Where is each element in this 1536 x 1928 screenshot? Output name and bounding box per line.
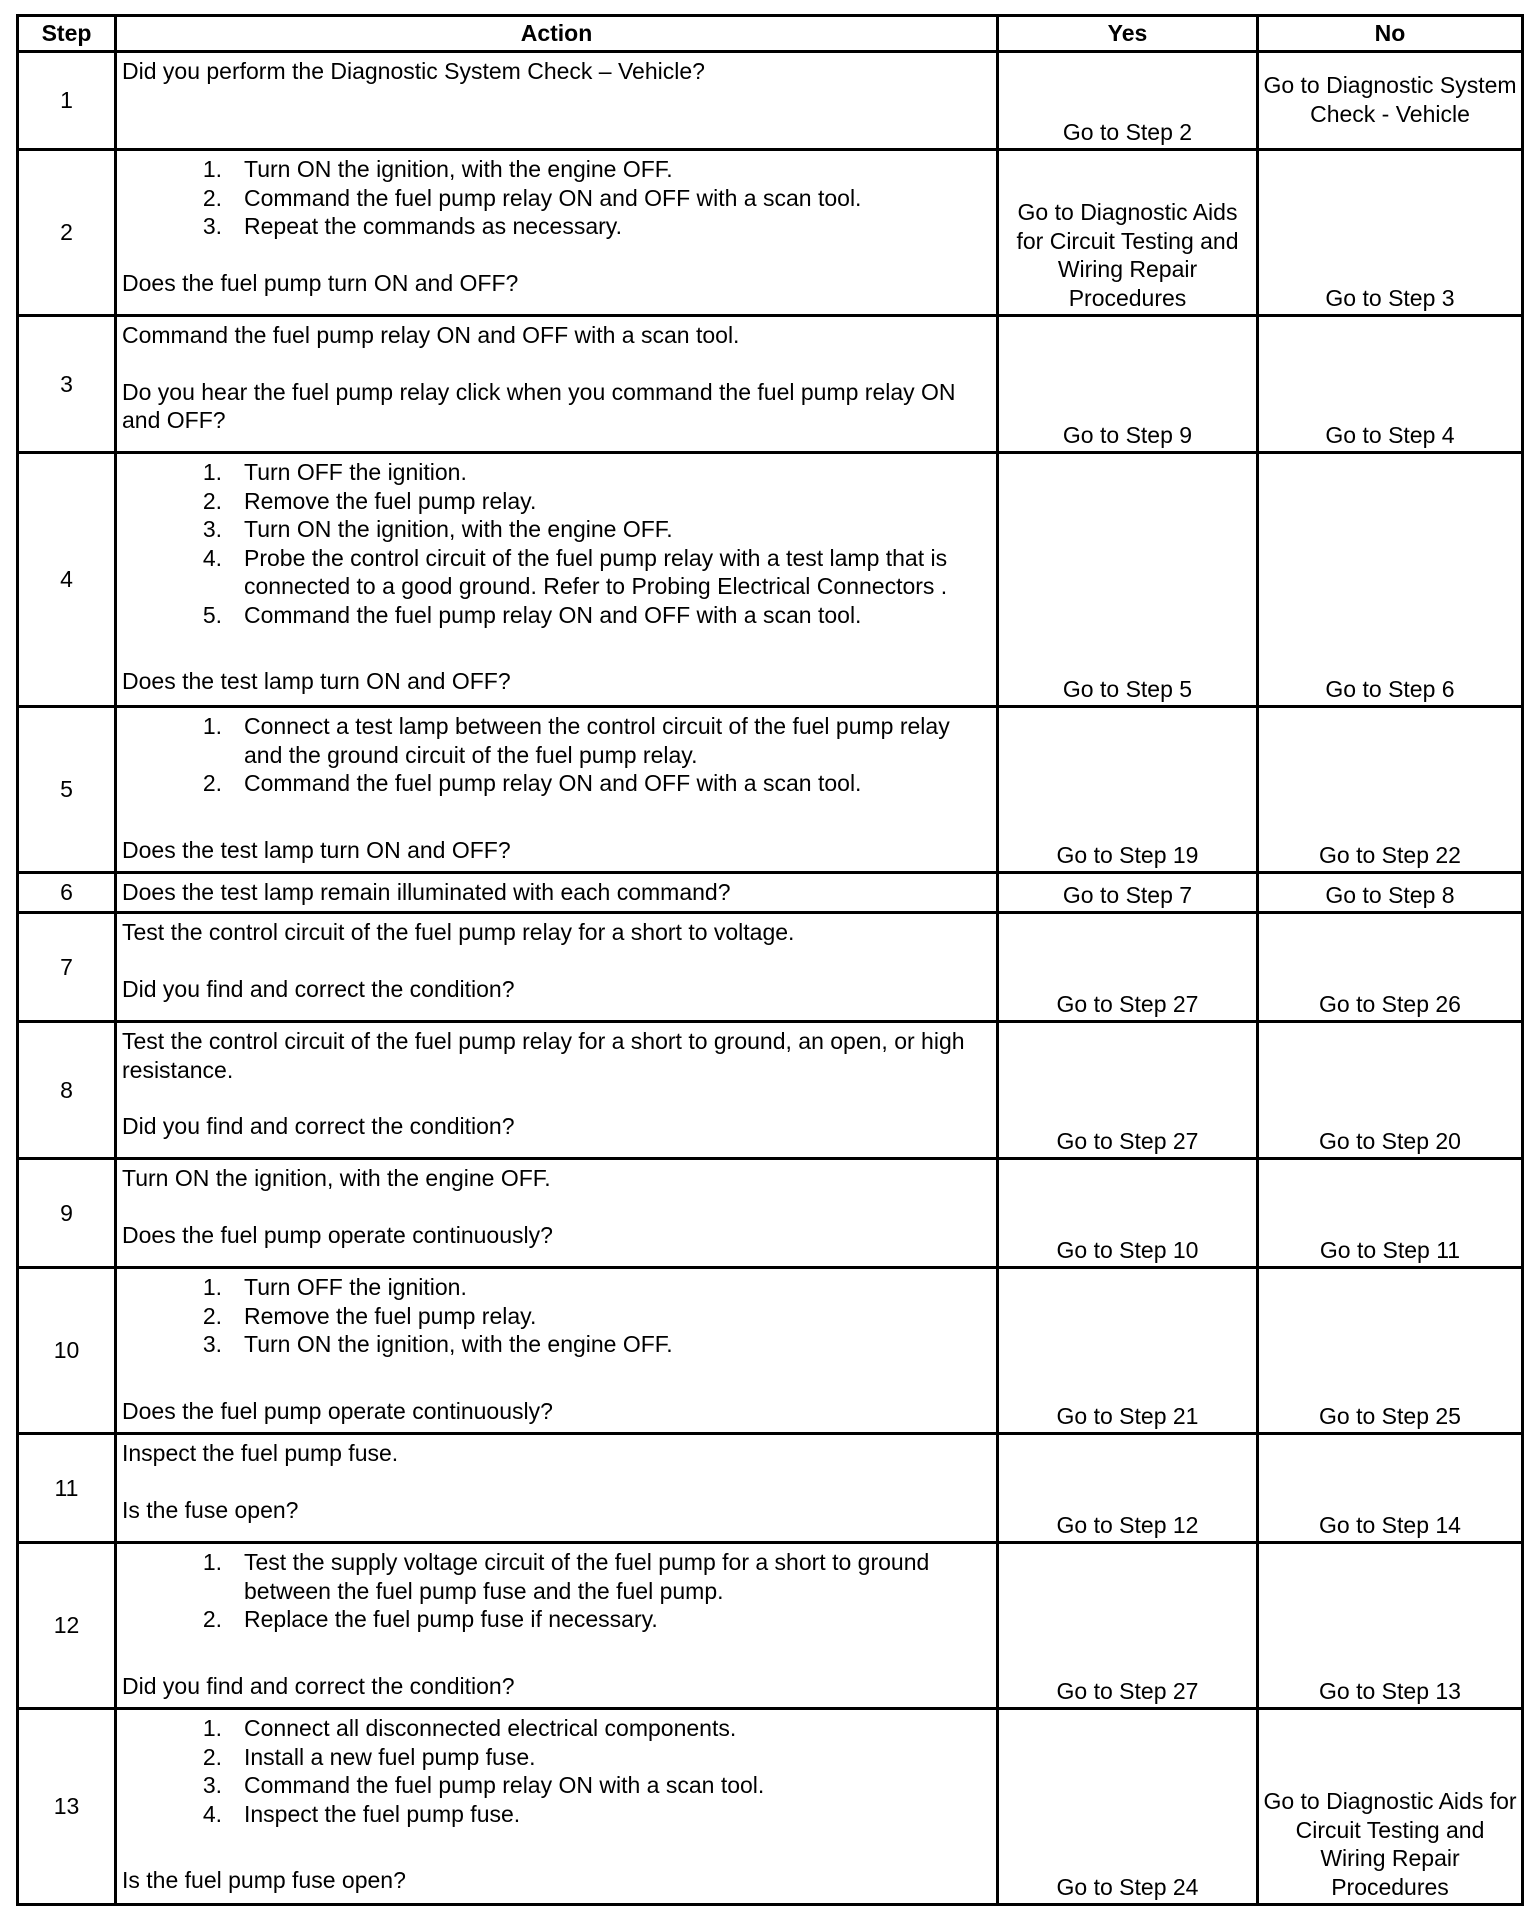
step-number: 5 xyxy=(18,707,116,873)
yes-cell: Go to Step 24 xyxy=(998,1709,1258,1905)
yes-cell: Go to Step 27 xyxy=(998,1543,1258,1709)
yes-cell: Go to Step 21 xyxy=(998,1268,1258,1434)
list-item: 3. Turn ON the ignition, with the engine OFF. xyxy=(202,516,673,542)
action-cell xyxy=(116,913,998,1022)
list-item: 2. Replace the fuel pump fuse if necessary. xyxy=(202,1606,658,1632)
action-intro: Test the control circuit of the fuel pump relay for a short to voltage. xyxy=(122,919,795,945)
no-cell: Go to Step 6 xyxy=(1258,453,1523,707)
step-number: 9 xyxy=(18,1159,116,1268)
list-item: 3. Repeat the commands as necessary. xyxy=(202,213,622,239)
step-number: 10 xyxy=(18,1268,116,1434)
action-cell xyxy=(116,1159,998,1268)
list-item: 1. Connect a test lamp between the control circuit of the fuel pump relay and the ground circuit of the fuel pump relay. xyxy=(202,713,950,768)
no-cell: Go to Diagnostic System Check - Vehicle xyxy=(1258,52,1523,150)
table-row xyxy=(18,1434,1523,1543)
action-intro: Turn ON the ignition, with the engine OFF. xyxy=(122,1165,551,1191)
action-question: Did you find and correct the condition? xyxy=(122,1672,515,1699)
no-cell: Go to Step 11 xyxy=(1258,1159,1523,1268)
table-row xyxy=(18,52,1523,150)
action-cell xyxy=(116,1434,998,1543)
action-question: Does the fuel pump turn ON and OFF? xyxy=(122,269,519,296)
action-intro: Command the fuel pump relay ON and OFF with a scan tool. xyxy=(122,322,740,348)
yes-cell: Go to Diagnostic Aids for Circuit Testing and Wiring Repair Procedures xyxy=(998,150,1258,316)
action-cell xyxy=(116,316,998,453)
list-item: 1. Turn OFF the ignition. xyxy=(202,1274,467,1300)
list-item: 5. Command the fuel pump relay ON and OFF with a scan tool. xyxy=(202,601,862,628)
action-steps xyxy=(122,1273,991,1359)
list-item: 1. Turn OFF the ignition. xyxy=(202,459,467,485)
table-row xyxy=(18,1268,1523,1434)
table-row xyxy=(18,1022,1523,1159)
action-cell xyxy=(116,707,998,873)
action-cell xyxy=(116,1022,998,1159)
step-number: 12 xyxy=(18,1543,116,1709)
table-row xyxy=(18,453,1523,707)
action-cell xyxy=(116,1268,998,1434)
step-number: 7 xyxy=(18,913,116,1022)
step-number: 4 xyxy=(18,453,116,707)
action-question: Does the fuel pump operate continuously? xyxy=(122,1397,553,1424)
table-row xyxy=(18,1159,1523,1268)
action-cell xyxy=(116,52,998,150)
action-steps xyxy=(122,1548,991,1634)
table-row xyxy=(18,913,1523,1022)
yes-cell: Go to Step 19 xyxy=(998,707,1258,873)
header-action: Action xyxy=(116,16,998,52)
no-cell: Go to Step 20 xyxy=(1258,1022,1523,1159)
list-item: 4. Probe the control circuit of the fuel pump relay with a test lamp that is connected to a good ground. Refer to Probing Electrical Connectors . xyxy=(202,544,948,599)
yes-cell: Go to Step 12 xyxy=(998,1434,1258,1543)
list-item: 3. Turn ON the ignition, with the engine OFF. xyxy=(202,1331,673,1357)
diagnostic-table-sheet xyxy=(16,14,1521,1906)
action-question: Is the fuel pump fuse open? xyxy=(122,1867,406,1893)
action-intro: Did you perform the Diagnostic System Check – Vehicle? xyxy=(122,58,705,84)
action-question: Did you find and correct the condition? xyxy=(122,975,515,1002)
action-intro: Test the control circuit of the fuel pump relay for a short to ground, an open, or high resistance. xyxy=(122,1028,965,1083)
list-item: 2. Remove the fuel pump relay. xyxy=(202,487,537,514)
no-cell: Go to Step 4 xyxy=(1258,316,1523,453)
table-header-row xyxy=(18,16,1523,52)
table-row xyxy=(18,1709,1523,1905)
step-number: 2 xyxy=(18,150,116,316)
list-item: 4. Inspect the fuel pump fuse. xyxy=(202,1800,521,1827)
yes-cell: Go to Step 5 xyxy=(998,453,1258,707)
no-cell: Go to Step 26 xyxy=(1258,913,1523,1022)
yes-cell: Go to Step 27 xyxy=(998,1022,1258,1159)
action-intro: Inspect the fuel pump fuse. xyxy=(122,1440,399,1466)
action-cell xyxy=(116,453,998,707)
action-question: Does the test lamp turn ON and OFF? xyxy=(122,668,511,694)
step-number: 11 xyxy=(18,1434,116,1543)
action-cell xyxy=(116,1709,998,1905)
action-cell xyxy=(116,873,998,913)
action-question: Do you hear the fuel pump relay click when you command the fuel pump relay ON and OFF? xyxy=(122,378,956,433)
action-question: Did you find and correct the condition? xyxy=(122,1113,515,1139)
table-body xyxy=(18,52,1523,1905)
action-steps xyxy=(122,1714,991,1828)
step-number: 13 xyxy=(18,1709,116,1905)
no-cell: Go to Step 13 xyxy=(1258,1543,1523,1709)
no-cell: Go to Step 8 xyxy=(1258,873,1523,913)
list-item: 1. Connect all disconnected electrical components. xyxy=(202,1715,737,1741)
table-row xyxy=(18,873,1523,913)
list-item: 1. Turn ON the ignition, with the engine OFF. xyxy=(202,156,673,182)
header-step: Step xyxy=(18,16,116,52)
table-row xyxy=(18,1543,1523,1709)
list-item: 1. Test the supply voltage circuit of the fuel pump for a short to ground between the fuel pump fuse and the fuel pump. xyxy=(202,1549,930,1604)
yes-cell: Go to Step 7 xyxy=(998,873,1258,913)
list-item: 2. Command the fuel pump relay ON and OFF with a scan tool. xyxy=(202,770,862,796)
list-item: 3. Command the fuel pump relay ON with a scan tool. xyxy=(202,1772,765,1798)
yes-cell: Go to Step 27 xyxy=(998,913,1258,1022)
yes-cell: Go to Step 9 xyxy=(998,316,1258,453)
no-cell: Go to Step 25 xyxy=(1258,1268,1523,1434)
table-row xyxy=(18,150,1523,316)
step-number: 3 xyxy=(18,316,116,453)
no-cell: Go to Diagnostic Aids for Circuit Testing and Wiring Repair Procedures xyxy=(1258,1709,1523,1905)
no-cell: Go to Step 22 xyxy=(1258,707,1523,873)
step-number: 8 xyxy=(18,1022,116,1159)
action-steps xyxy=(122,712,991,798)
action-question: Is the fuse open? xyxy=(122,1496,299,1523)
action-cell xyxy=(116,150,998,316)
step-number: 1 xyxy=(18,52,116,150)
diagnostic-table xyxy=(16,14,1524,1906)
list-item: 2. Remove the fuel pump relay. xyxy=(202,1302,537,1329)
no-cell: Go to Step 3 xyxy=(1258,150,1523,316)
action-steps xyxy=(122,155,991,241)
yes-cell: Go to Step 10 xyxy=(998,1159,1258,1268)
action-steps xyxy=(122,458,991,629)
header-yes: Yes xyxy=(998,16,1258,52)
no-cell: Go to Step 14 xyxy=(1258,1434,1523,1543)
action-question: Does the test lamp turn ON and OFF? xyxy=(122,836,511,863)
header-no: No xyxy=(1258,16,1523,52)
action-question: Does the fuel pump operate continuously? xyxy=(122,1221,553,1248)
step-number: 6 xyxy=(18,873,116,913)
list-item: 2. Command the fuel pump relay ON and OFF with a scan tool. xyxy=(202,184,862,211)
table-row xyxy=(18,707,1523,873)
action-intro: Does the test lamp remain illuminated with each command? xyxy=(122,879,731,905)
action-cell xyxy=(116,1543,998,1709)
table-row xyxy=(18,316,1523,453)
list-item: 2. Install a new fuel pump fuse. xyxy=(202,1743,536,1770)
yes-cell: Go to Step 2 xyxy=(998,52,1258,150)
